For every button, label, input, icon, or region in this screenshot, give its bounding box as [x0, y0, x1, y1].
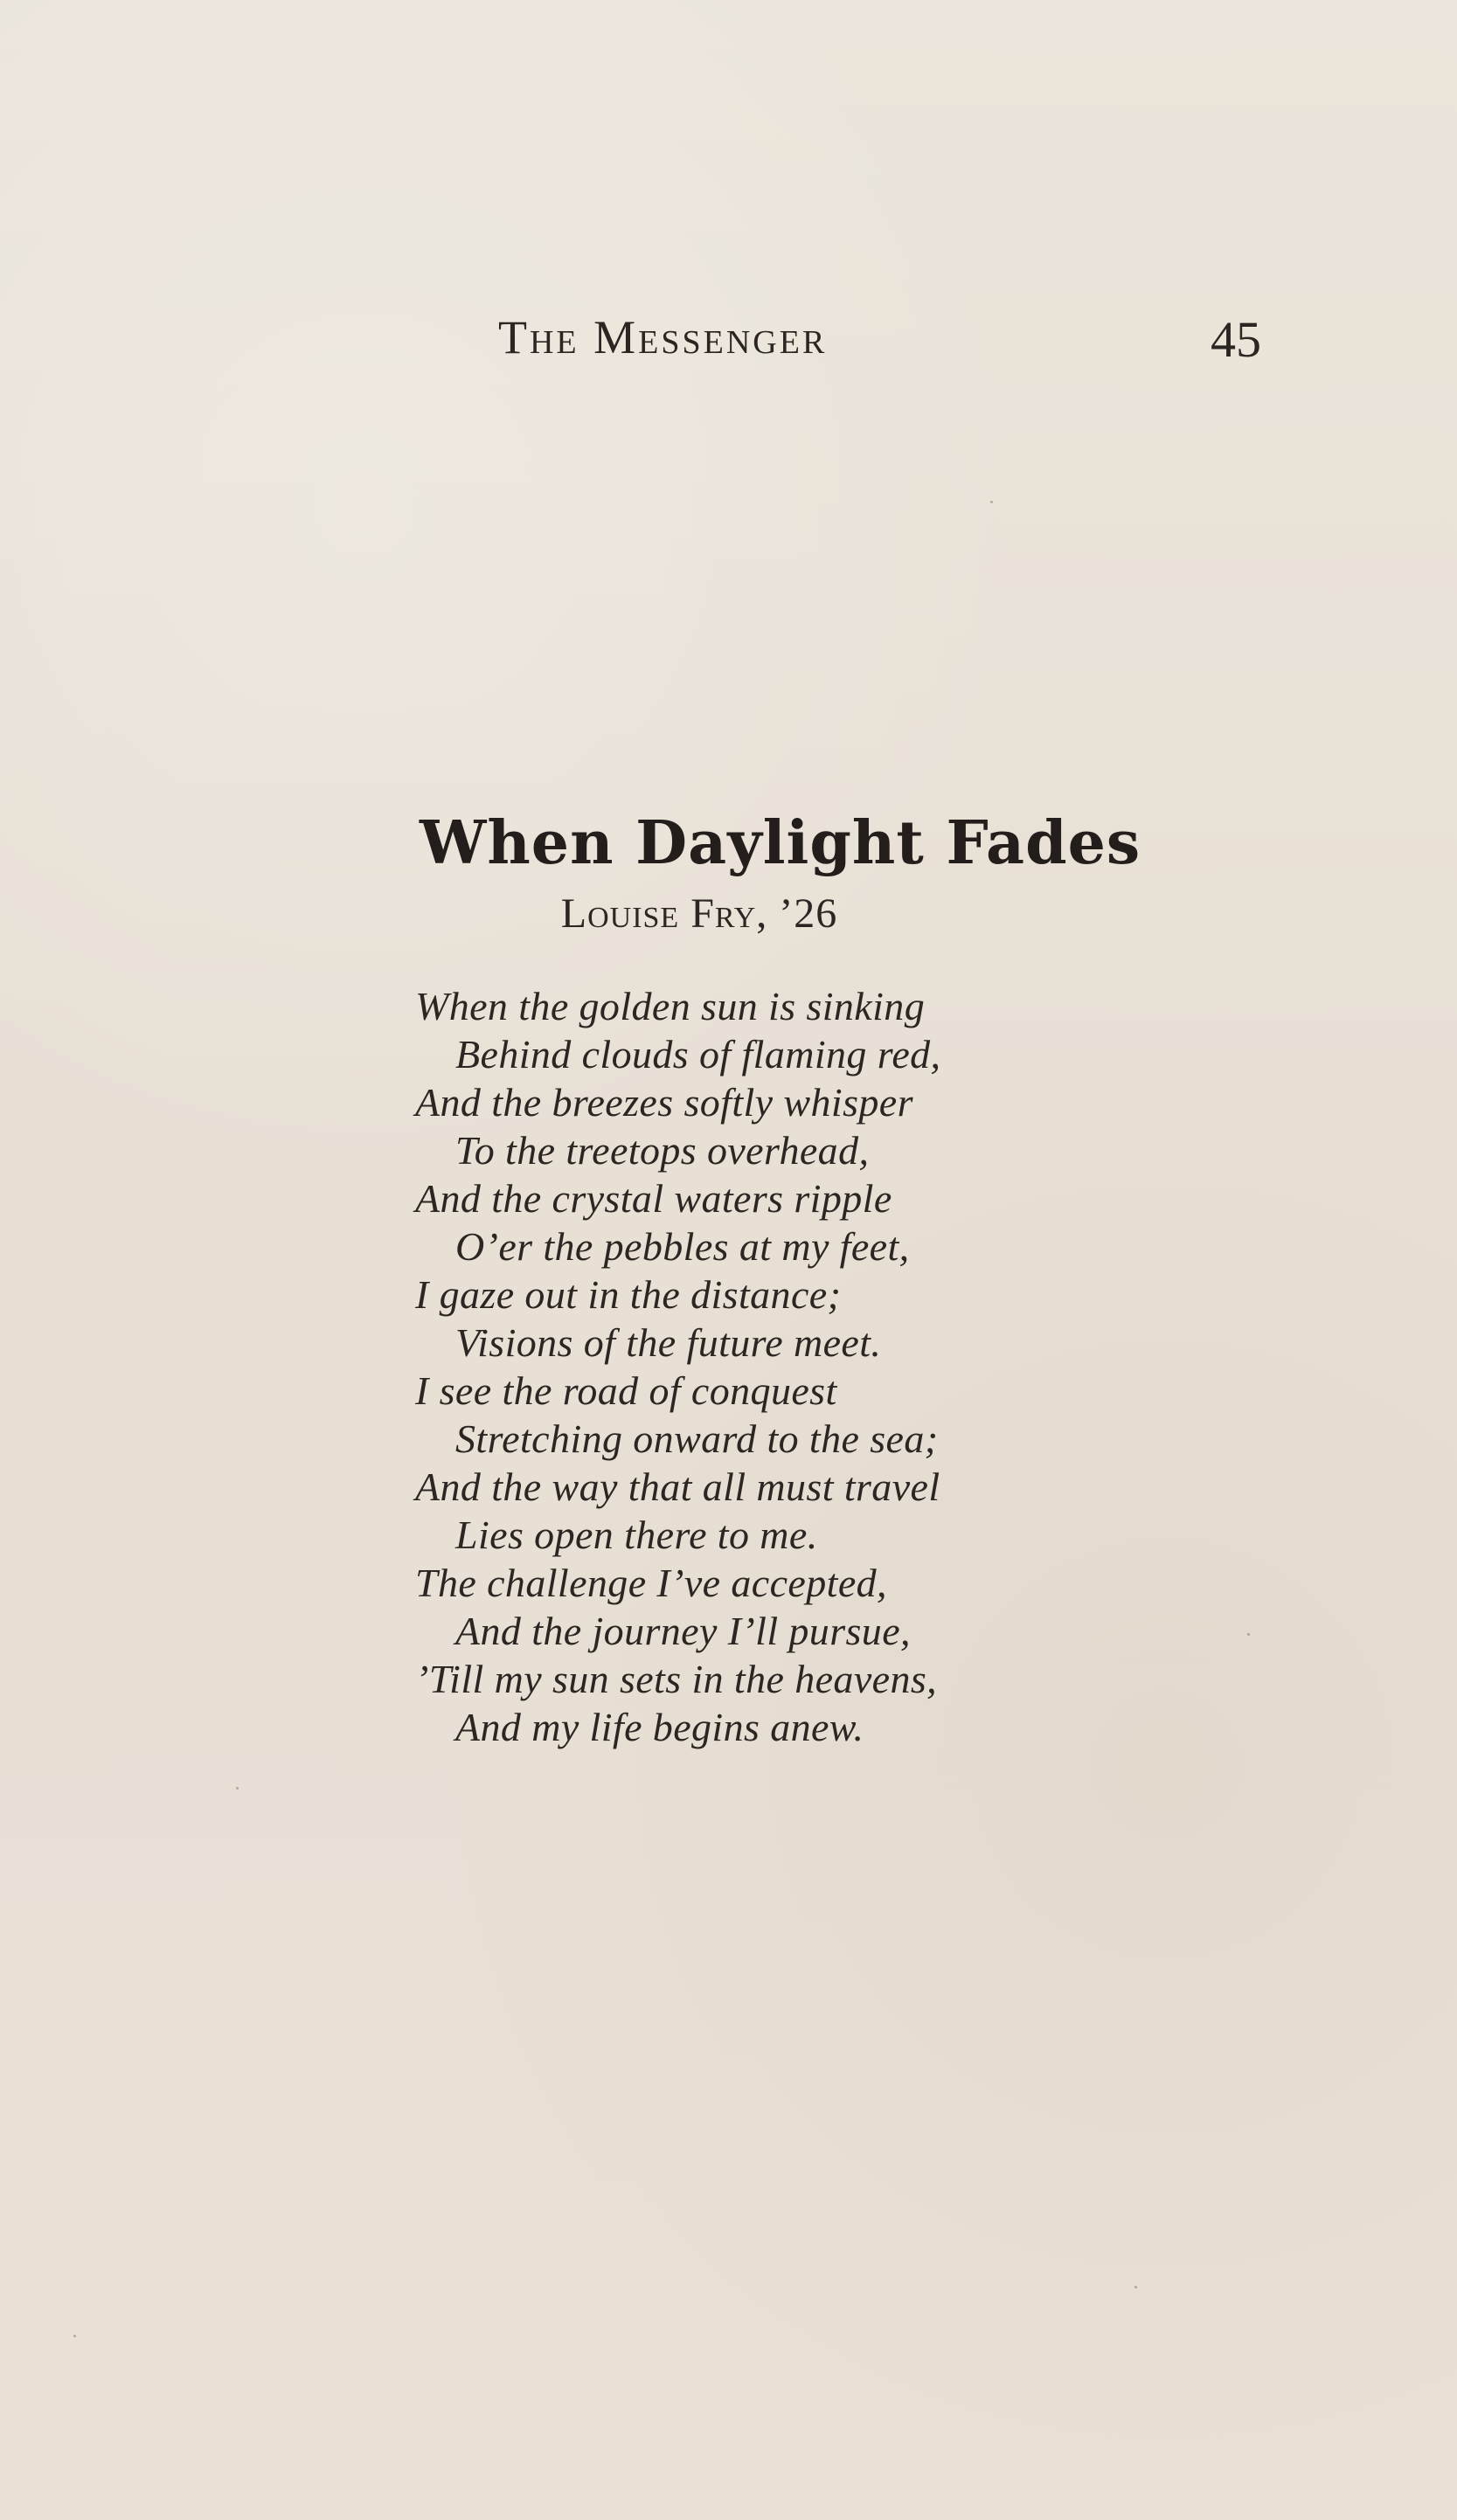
paper-speck	[1247, 1633, 1250, 1636]
poem-line: I see the road of conquest	[415, 1368, 837, 1413]
paper-speck	[1134, 2286, 1137, 2288]
running-head: The Messenger	[498, 311, 828, 363]
poem-line: O’er the pebbles at my feet,	[455, 1224, 910, 1269]
poem-line: And the breezes softly whisper	[415, 1080, 913, 1125]
poem-line: Lies open there to me.	[455, 1513, 818, 1557]
poem-line: I gaze out in the distance;	[415, 1272, 842, 1317]
poem-title: When Daylight Fades	[420, 808, 1141, 878]
poem-line: When the golden sun is sinking	[415, 984, 926, 1028]
poem-line: Visions of the future meet.	[455, 1320, 882, 1365]
poem-line: And the way that all must travel	[415, 1464, 940, 1509]
paper-speck	[990, 501, 993, 503]
poem-line: Behind clouds of flaming red,	[455, 1032, 941, 1077]
poem-line: And the crystal waters ripple	[415, 1176, 892, 1221]
poem-line: To the treetops overhead,	[455, 1128, 870, 1173]
poem-line: And my life begins anew.	[455, 1705, 864, 1749]
poem-line: Stretching onward to the sea;	[455, 1416, 939, 1461]
page-number: 45	[1211, 311, 1261, 368]
paper-speck	[73, 2335, 76, 2337]
paper-speck	[236, 1787, 239, 1790]
poem-author: Louise Fry, ’26	[560, 890, 838, 937]
poem-line: And the journey I’ll pursue,	[455, 1609, 911, 1653]
poem-line: The challenge I’ve accepted,	[415, 1561, 887, 1605]
poem-line: ’Till my sun sets in the heavens,	[415, 1657, 938, 1701]
